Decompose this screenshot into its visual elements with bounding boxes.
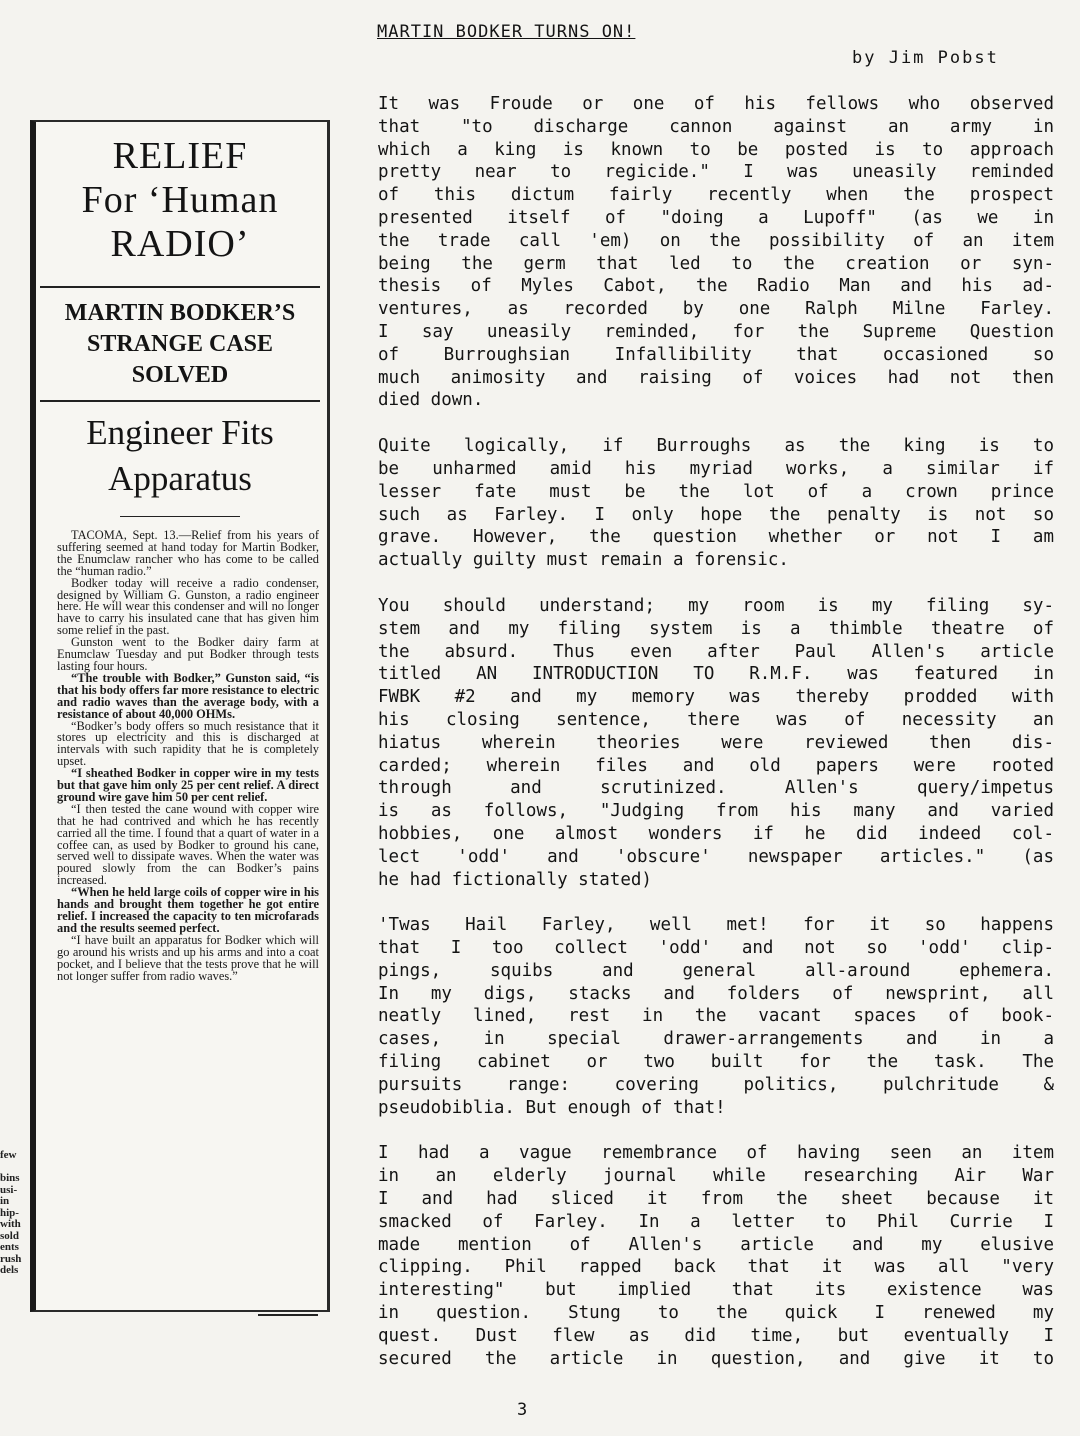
text-line: 'Twas Hail Farley, well met! for it so happens <box>378 915 1054 936</box>
text-line: such as Farley. I only hope the penalty is not so <box>378 504 1054 525</box>
text-line: filing cabinet or two built for the task. The <box>378 1052 1054 1073</box>
edge-fragment: sold <box>0 1229 19 1242</box>
text-line: lect 'odd' and 'obscure' newspaper articles." (as <box>378 846 1054 867</box>
clipping-paragraph: Gunston went to the Bodker dairy farm at Enumclaw Tuesday and put Bodker through tests lasting four hours. <box>57 635 319 673</box>
subhead-line: MARTIN BODKER’S <box>64 300 296 326</box>
edge-fragment: with <box>0 1218 21 1230</box>
text-line: I had a vague remembrance of having seen an item <box>378 1143 1054 1164</box>
headline-line: RADIO’ <box>110 223 250 265</box>
text-line: hiatus wherein theories were reviewed then dis- <box>378 732 1054 753</box>
text-line: I and had sliced it from the sheet because it <box>378 1189 1054 1210</box>
text-line: You should understand; my room is my filing sy- <box>378 595 1054 616</box>
headline-line: For ‘Human <box>81 179 279 221</box>
text-line: made mention of Allen's article and my elusive <box>378 1234 1054 1255</box>
clipping-body <box>57 530 319 982</box>
text-line: which a king is known to be posted is to approach <box>378 139 1054 160</box>
text-line: pretty near to regicide." I was uneasily reminded <box>378 162 1054 183</box>
text-line: actually guilty must remain a forensic. <box>378 550 789 571</box>
text-line: is as follows, "Judging from his many and varied <box>378 801 1054 822</box>
page-number: 3 <box>517 1400 528 1420</box>
edge-fragment: bins <box>0 1172 20 1184</box>
text-line: the absurd. Thus even after Paul Allen's article <box>378 641 1054 662</box>
clipping-headline <box>30 134 330 266</box>
article-title: MARTIN BODKER TURNS ON! <box>377 22 636 42</box>
text-line: pursuits range: covering politics, pulchritude & <box>378 1074 1054 1095</box>
article-paragraph <box>378 914 1054 1119</box>
text-line: he had fictionally stated) <box>378 869 652 890</box>
article-paragraph <box>378 595 1054 891</box>
text-line: be unharmed amid his myriad works, a similar if <box>378 458 1054 479</box>
deck-line: Apparatus <box>108 459 252 498</box>
text-line: interesting" but implied that its existence was <box>378 1280 1054 1301</box>
text-line: FWBK #2 and my memory was thereby prodded with <box>378 687 1054 708</box>
text-line: much animosity and raising of voices had not then <box>378 367 1054 388</box>
edge-fragment: usi- <box>0 1183 18 1196</box>
text-line: Quite logically, if Burroughs as the king is to <box>378 436 1054 457</box>
text-line: It was Froude or one of his fellows who observed <box>378 94 1054 114</box>
byline: by Jim Pobst <box>852 48 999 68</box>
clipping-paragraph: “The trouble with Bodker,” Gunston said, “is that his body offers far more resistance to electric and radio waves than the average body, with a resistance of about 40,000 OHMs. <box>57 670 319 721</box>
deck-line: Engineer Fits <box>86 413 274 452</box>
edge-fragment: in <box>0 1195 10 1207</box>
edge-fragment: dels <box>0 1264 19 1276</box>
article-paragraph <box>378 93 1054 412</box>
text-line: died down. <box>378 390 484 411</box>
clipping-paragraph: “I sheathed Bodker in copper wire in my tests but that gave him only 25 per cent relief. A direct ground wire gave him 50 per cent relief. <box>57 766 319 804</box>
text-line: through and scrutinized. Allen's query/impetus <box>378 778 1054 799</box>
text-line: grave. However, the question whether or not I am <box>378 527 1054 548</box>
edge-fragment: hip- <box>0 1206 19 1219</box>
clipping-paragraph: “When he held large coils of copper wire in his hands and brought them together he got entire relief. I increased the capacity to ten microfarads and the results seemed perfect. <box>57 885 319 935</box>
divider <box>40 286 320 288</box>
text-line: pseudobiblia. But enough of that! <box>378 1097 726 1118</box>
text-line: that "to discharge cannon against an army in <box>378 116 1054 137</box>
text-line: quest. Dust flew as did time, but eventually I <box>378 1325 1054 1346</box>
clipping-paragraph: Bodker today will receive a radio condenser, designed by William G. Gunston, a radio engineer here. He will wear this condenser and will no longer have to carry his insulated cane that has given him some relief in the past. <box>57 575 319 638</box>
text-line: neatly lined, rest in the vacant spaces of book- <box>378 1006 1054 1027</box>
text-line: titled AN INTRODUCTION TO R.M.F. was featured in <box>378 664 1054 685</box>
clipping-bottom-edge <box>258 1290 318 1316</box>
text-line: in an elderly journal while researching Air War <box>378 1166 1054 1187</box>
text-line: thesis of Myles Cabot, the Radio Man and his ad- <box>378 276 1054 297</box>
subhead-line: SOLVED <box>131 362 229 388</box>
text-line: lesser fate must be the lot of a crown prince <box>378 481 1054 502</box>
text-line: secured the article in question, and give it to <box>378 1348 1054 1369</box>
edge-fragment: few <box>0 1149 17 1161</box>
headline-line: RELIEF <box>112 135 248 177</box>
text-line: that I too collect 'odd' and not so 'odd' clip- <box>378 938 1054 959</box>
text-line: in question. Stung to the quick I renewed my <box>378 1303 1054 1324</box>
text-line: smacked of Farley. In a letter to Phil Currie I <box>378 1211 1054 1232</box>
article-paragraph <box>378 1142 1054 1370</box>
adjacent-column-fragment <box>0 1150 32 1320</box>
text-line: being the germ that led to the creation or syn- <box>378 253 1054 274</box>
article-body <box>378 93 1054 1393</box>
text-line: I say uneasily reminded, for the Supreme Question <box>378 321 1054 342</box>
edge-fragment: rush <box>0 1252 22 1265</box>
text-line: carded; wherein files and old papers were rooted <box>378 755 1054 776</box>
divider <box>40 400 320 402</box>
text-line: the trade call 'em) on the possibility of an item <box>378 230 1054 251</box>
edge-fragment: ents <box>0 1241 19 1253</box>
text-line: stem and my filing system is a thimble theatre of <box>378 618 1054 639</box>
text-line: In my digs, stacks and folders of newsprint, all <box>378 983 1054 1004</box>
clipping-deck <box>30 410 330 502</box>
divider <box>120 516 240 517</box>
text-line: cases, in special drawer-arrangements and in a <box>378 1029 1054 1050</box>
clipping-paragraph: “I then tested the cane wound with copper wire that he had contrived and which he has recently carried all the time. I found that a quart of water in a coffee can, as used by Bodker to ground his cane, served well to dissipate waves. When the water was poured slowly from the can Bodker’s pains increased. <box>57 801 319 888</box>
text-line: of Burroughsian Infallibility that occasioned so <box>378 344 1054 365</box>
subhead-line: STRANGE CASE <box>86 331 274 357</box>
text-line: pings, squibs and general all-around ephemera. <box>378 960 1054 981</box>
clipping-paragraph: “I have built an apparatus for Bodker which will go around his wrists and up his arms and into a coat pocket, and I believe that the tests prove that he will not longer suffer from radio waves.” <box>57 932 319 983</box>
text-line: presented itself of "doing a Lupoff" (as we in <box>378 207 1054 228</box>
text-line: his closing sentence, there was of necessity an <box>378 709 1054 730</box>
text-line: hobbies, one almost wonders if he did indeed col- <box>378 823 1054 844</box>
clipping-paragraph: TACOMA, Sept. 13.—Relief from his years of suffering seemed at hand today for Martin Bodker, the Enumclaw rancher who has come to be called the “human radio.” <box>57 528 319 578</box>
text-line: ventures, as recorded by one Ralph Milne Farley. <box>378 299 1054 320</box>
clipping-paragraph: “Bodker’s body offers so much resistance that it stores up electricity and this is discharged at intervals with such rapidity that he is completely upset. <box>57 718 319 769</box>
article-paragraph <box>378 435 1054 572</box>
clipping-subhead <box>30 298 330 391</box>
text-line: clipping. Phil rapped back that it was all "very <box>378 1257 1054 1278</box>
text-line: of this dictum fairly recently when the prospect <box>378 185 1054 206</box>
